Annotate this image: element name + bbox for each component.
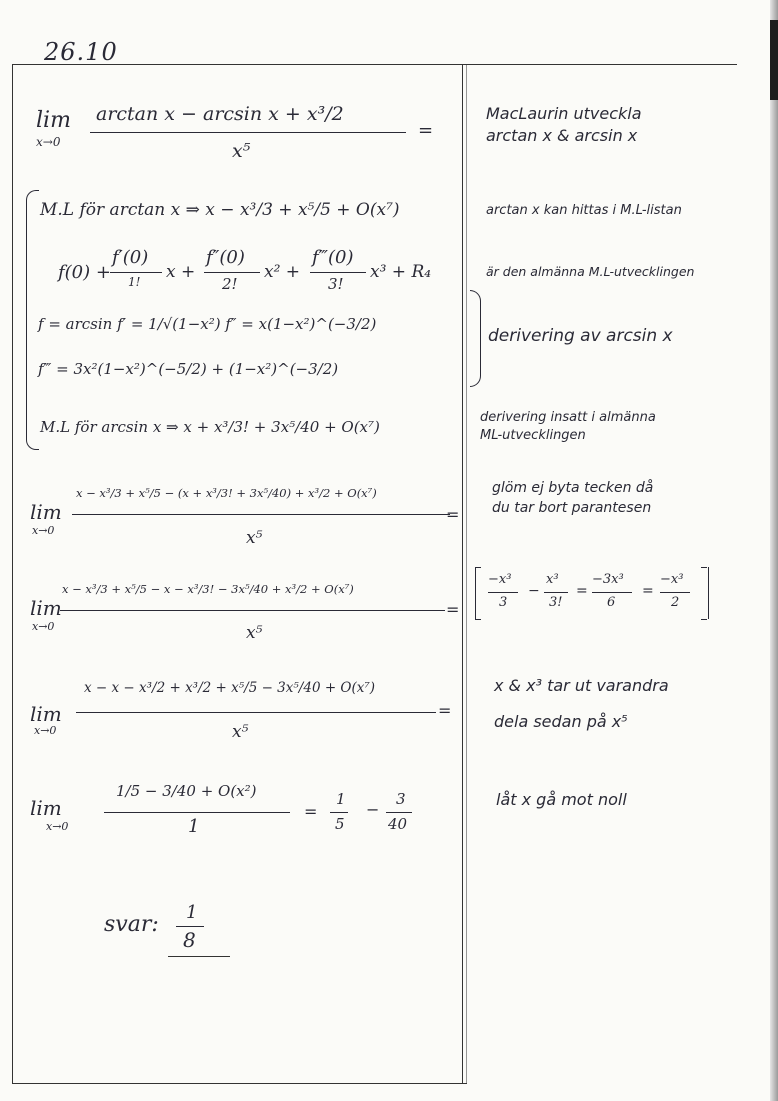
answer-underline: [168, 956, 230, 957]
lim-subscript: x→0: [46, 820, 69, 833]
result-2-bar: [386, 812, 412, 813]
column-divider: [462, 64, 463, 1084]
term-a-numerator: −x³: [488, 572, 512, 587]
denominator: x⁵: [232, 140, 251, 162]
bracket-tick: [475, 567, 481, 568]
lim-label: lim: [30, 796, 62, 820]
numerator: x − x³/3 + x⁵/5 − x − x³/3! − 3x⁵/40 + x³/2 + O(x⁷): [62, 582, 354, 596]
derivatives-line-1: f = arcsin f′ = 1/√(1−x²) f″ = x(1−x²)^(−3/2): [38, 315, 377, 333]
bottom-rule: [12, 1083, 467, 1084]
equals-1: =: [576, 583, 588, 599]
term-c-bar: [592, 592, 632, 593]
term-a-denominator: 3: [499, 595, 508, 610]
equals-sign: =: [438, 701, 452, 720]
scan-edge: [770, 0, 778, 1101]
denominator: x⁵: [246, 528, 263, 548]
result-1-numerator: 1: [336, 790, 346, 808]
left-border: [12, 64, 13, 1084]
denominator: x⁵: [232, 722, 249, 742]
comment-insatt-2: ML-utvecklingen: [480, 428, 586, 443]
term-b-bar: [544, 592, 568, 593]
result-2-denominator: 40: [388, 815, 408, 833]
lim-subscript: x→0: [36, 135, 61, 149]
term2-bar: [204, 272, 260, 273]
comment-cancel-2: dela sedan på x⁵: [494, 712, 628, 731]
bracket-tick: [701, 619, 707, 620]
comment-maclaurin-1: MacLaurin utveckla: [486, 104, 642, 123]
right-border: [466, 64, 467, 1084]
comment-arctan-list: arctan x kan hittas i M.L-listan: [486, 203, 682, 218]
denominator: 1: [188, 816, 200, 837]
result-minus: −: [366, 800, 380, 819]
derivatives-line-2: f‴ = 3x²(1−x²)^(−5/2) + (1−x²)^(−3/2): [38, 360, 339, 378]
comment-derivering: derivering av arcsin x: [488, 326, 673, 346]
numerator: arctan x − arcsin x + x³/2: [96, 103, 344, 125]
term-c-denominator: 6: [607, 595, 616, 610]
term1-x: x +: [166, 262, 196, 282]
equals-sign: =: [446, 505, 460, 524]
comment-limit: låt x gå mot noll: [496, 790, 627, 809]
result-1-bar: [330, 812, 348, 813]
term2-numerator: f″(0): [206, 247, 245, 268]
term3-x: x³ + R₄: [370, 262, 432, 282]
equals-sign: =: [304, 802, 318, 821]
bracket-tick: [475, 619, 481, 620]
term-d-bar: [660, 592, 690, 593]
numerator: 1/5 − 3/40 + O(x²): [116, 782, 257, 800]
comment-sign-1: glöm ej byta tecken då: [492, 480, 654, 496]
numerator: x − x − x³/2 + x³/2 + x⁵/5 − 3x⁵/40 + O(x⁷): [84, 680, 376, 696]
answer-bar: [176, 926, 204, 927]
result-2-numerator: 3: [396, 790, 406, 808]
term-b-denominator: 3!: [549, 595, 563, 610]
f0-term: f(0) +: [58, 262, 111, 283]
result-1-denominator: 5: [335, 815, 345, 833]
denominator: x⁵: [246, 623, 263, 643]
equals-2: =: [642, 583, 654, 599]
ml-arctan-line: M.L för arctan x ⇒ x − x³/3 + x⁵/5 + O(x⁷): [40, 200, 400, 220]
equals-sign: =: [446, 600, 460, 619]
answer-numerator: 1: [186, 902, 198, 923]
term-a-bar: [488, 592, 518, 593]
comment-sign-2: du tar bort parantesen: [492, 500, 652, 516]
lim-label: lim: [36, 108, 71, 133]
fraction-bar: [72, 514, 450, 515]
comment-insatt-1: derivering insatt i almänna: [480, 410, 656, 425]
numerator: x − x³/3 + x⁵/5 − (x + x³/3! + 3x⁵/40) + x³/2 + O(x⁷): [76, 486, 377, 500]
fraction-bar: [104, 812, 290, 813]
comment-maclaurin-2: arctan x & arcsin x: [486, 126, 638, 145]
lim-label: lim: [30, 500, 62, 524]
term1-bar: [110, 272, 162, 273]
comment-cancel-1: x & x³ tar ut varandra: [494, 676, 669, 695]
term3-denominator: 3!: [328, 275, 344, 293]
term-minus: −: [528, 583, 540, 599]
top-rule: [12, 64, 737, 65]
lim-label: lim: [30, 702, 62, 726]
term-c-numerator: −3x³: [592, 572, 624, 587]
term1-numerator: f′(0): [112, 247, 149, 268]
ml-arcsin-line: M.L för arcsin x ⇒ x + x³/3! + 3x⁵/40 + O(x⁷): [40, 418, 380, 436]
equals-sign: =: [418, 120, 434, 141]
term-b-numerator: x³: [546, 572, 559, 587]
term1-denominator: 1!: [128, 275, 141, 289]
fraction-bar: [60, 610, 445, 611]
lim-subscript: x→0: [32, 620, 55, 633]
fraction-bar: [90, 132, 406, 133]
term2-denominator: 2!: [222, 275, 238, 293]
term3-bar: [310, 272, 366, 273]
term-d-denominator: 2: [671, 595, 680, 610]
term2-x: x² +: [264, 262, 301, 282]
page-date: 26.10: [44, 38, 118, 66]
answer-denominator: 8: [183, 928, 196, 952]
scan-edge-shadow: [770, 20, 778, 100]
lim-subscript: x→0: [32, 524, 55, 537]
comment-general-ml: är den almänna M.L-utvecklingen: [486, 264, 695, 279]
term3-numerator: f‴(0): [312, 247, 354, 268]
bracket-tick: [701, 567, 707, 568]
term-d-numerator: −x³: [660, 572, 684, 587]
lim-subscript: x→0: [34, 724, 57, 737]
right-brace: [470, 290, 481, 387]
answer-label: svar:: [104, 912, 159, 937]
lim-label: lim: [30, 596, 62, 620]
fraction-bar: [76, 712, 436, 713]
